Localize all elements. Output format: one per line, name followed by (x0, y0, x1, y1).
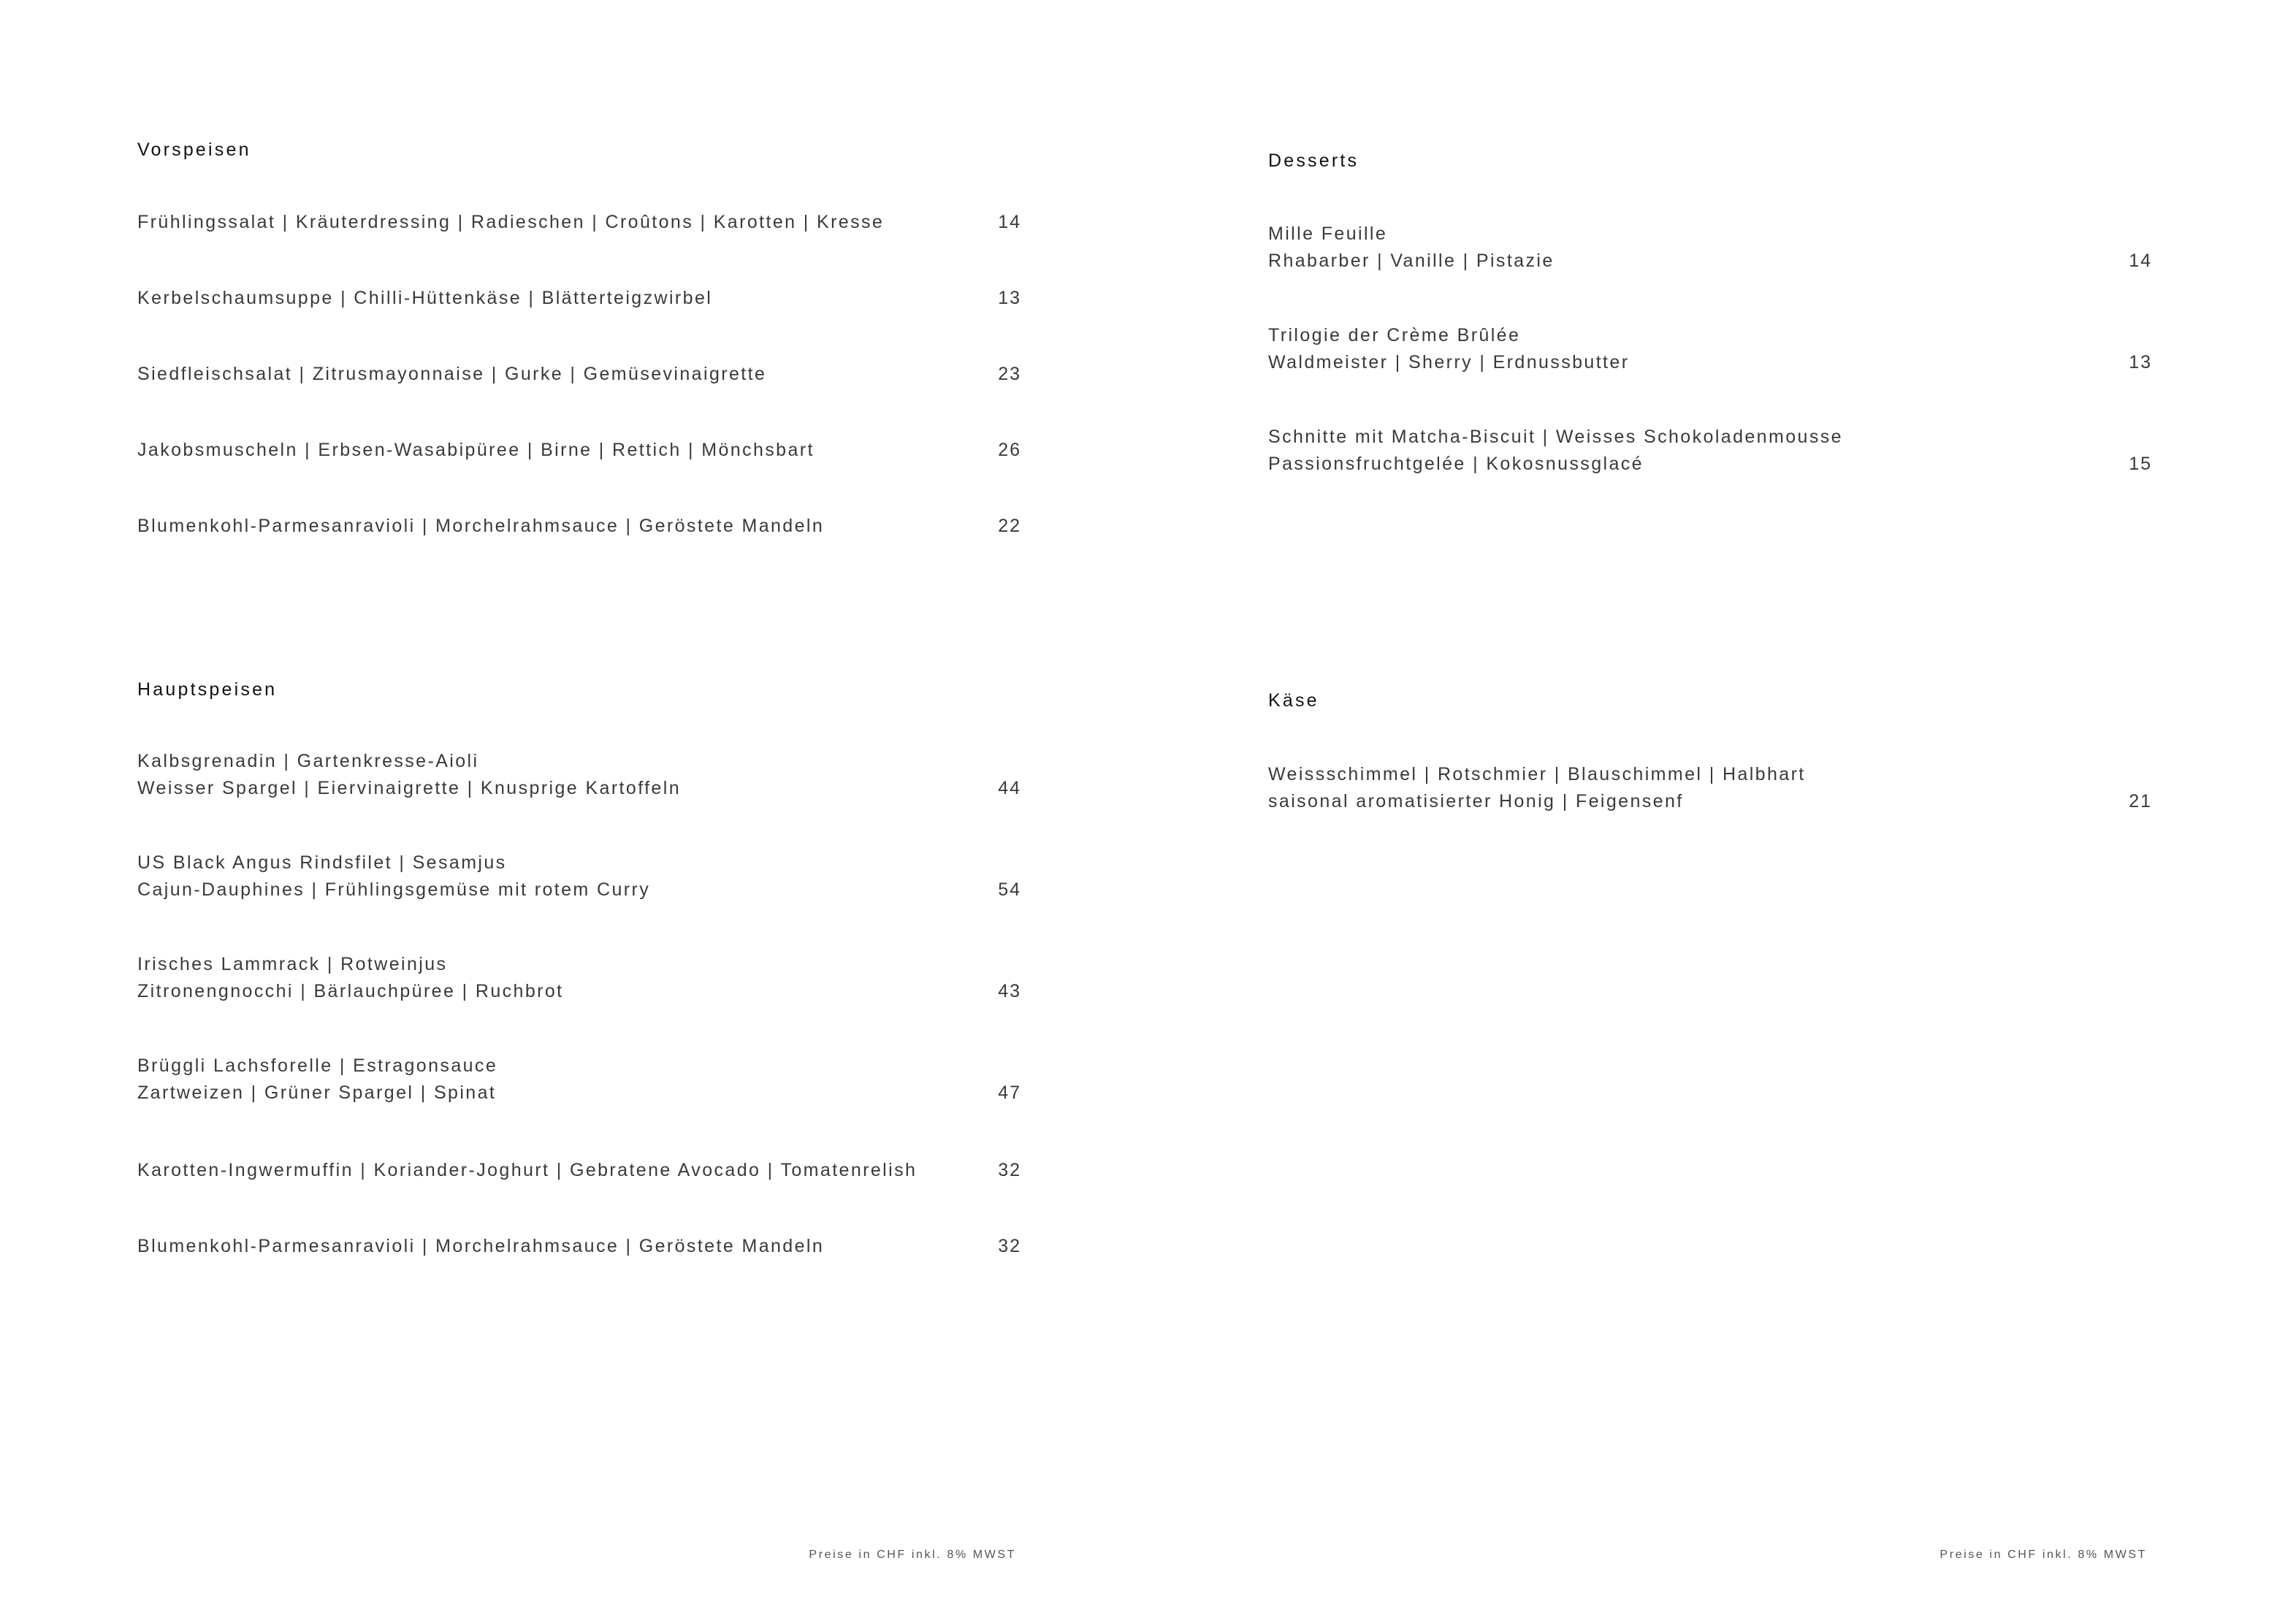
item-description-line1: Schnitte mit Matcha-Biscuit | Weisses Schokoladenmousse (1268, 427, 1843, 447)
item-description-line1: Mille Feuille (1268, 224, 1388, 244)
menu-item (137, 748, 1021, 802)
item-description-line2: Cajun-Dauphines | Frühlingsgemüse mit rotem Curry (137, 879, 651, 900)
menu-item (137, 1233, 1021, 1260)
menu-item (1268, 761, 2152, 815)
item-price: 15 (2129, 454, 2152, 474)
item-description-line2: Passionsfruchtgelée | Kokosnussglacé (1268, 454, 1644, 474)
item-description: Blumenkohl-Parmesanravioli | Morchelrahmsauce | Geröstete Mandeln (137, 516, 825, 536)
item-description-line2: Zitronengnocchi | Bärlauchpüree | Ruchbrot (137, 981, 564, 1001)
section-title-kaese: Käse (1268, 690, 1319, 711)
menu-item (137, 437, 1021, 464)
item-price: 43 (998, 981, 1021, 1001)
menu-item (137, 513, 1021, 540)
item-description-line2: Zartweizen | Grüner Spargel | Spinat (137, 1082, 497, 1103)
price-note-left: Preise in CHF inkl. 8% MWST (809, 1548, 1016, 1561)
menu-item (137, 285, 1021, 312)
item-description-line1: Weissschimmel | Rotschmier | Blauschimmel | Halbhart (1268, 764, 1806, 784)
menu-item (1268, 424, 2152, 478)
section-desserts (1268, 150, 2152, 172)
item-price: 13 (2129, 352, 2152, 373)
section-title-hauptspeisen: Hauptspeisen (137, 679, 278, 700)
menu-item (137, 361, 1021, 388)
item-description: Siedfleischsalat | Zitrusmayonnaise | Gurke | Gemüsevinaigrette (137, 364, 767, 384)
item-description-line1: Brüggli Lachsforelle | Estragonsauce (137, 1055, 498, 1076)
item-description: Kerbelschaumsuppe | Chilli-Hüttenkäse | Blätterteigzwirbel (137, 288, 713, 308)
item-price: 32 (998, 1236, 1021, 1256)
item-description-line1: Trilogie der Crème Brûlée (1268, 325, 1521, 345)
item-description-line2: Rhabarber | Vanille | Pistazie (1268, 251, 1555, 271)
section-hauptspeisen (137, 679, 1021, 700)
section-kaese (1268, 690, 2152, 711)
menu-item (137, 1157, 1021, 1184)
menu-item (137, 209, 1021, 236)
item-description: Karotten-Ingwermuffin | Koriander-Joghurt | Gebratene Avocado | Tomatenrelish (137, 1160, 918, 1180)
item-price: 32 (998, 1160, 1021, 1180)
price-note-right: Preise in CHF inkl. 8% MWST (1940, 1548, 2147, 1561)
menu-item (137, 849, 1021, 904)
section-vorspeisen (137, 139, 1021, 161)
item-description: Frühlingssalat | Kräuterdressing | Radieschen | Croûtons | Karotten | Kresse (137, 212, 885, 232)
item-description-line1: Kalbsgrenadin | Gartenkresse-Aioli (137, 751, 479, 771)
item-price: 14 (2129, 251, 2152, 271)
menu-item (137, 1053, 1021, 1107)
section-title-vorspeisen: Vorspeisen (137, 140, 251, 160)
item-price: 13 (998, 288, 1021, 308)
item-description: Jakobsmuscheln | Erbsen-Wasabipüree | Birne | Rettich | Mönchsbart (137, 440, 815, 460)
item-description-line2: Waldmeister | Sherry | Erdnussbutter (1268, 352, 1630, 373)
item-price: 47 (998, 1082, 1021, 1103)
item-description-line1: US Black Angus Rindsfilet | Sesamjus (137, 852, 507, 873)
menu-item (1268, 221, 2152, 275)
item-price: 22 (998, 516, 1021, 536)
item-description-line1: Irisches Lammrack | Rotweinjus (137, 954, 448, 974)
menu-item (1268, 322, 2152, 376)
section-title-desserts: Desserts (1268, 150, 1359, 171)
item-description: Blumenkohl-Parmesanravioli | Morchelrahmsauce | Geröstete Mandeln (137, 1236, 825, 1256)
item-price: 54 (998, 879, 1021, 900)
item-price: 21 (2129, 791, 2152, 812)
item-price: 44 (998, 778, 1021, 798)
item-price: 14 (998, 212, 1021, 232)
item-price: 26 (998, 440, 1021, 460)
item-description-line2: Weisser Spargel | Eiervinaigrette | Knusprige Kartoffeln (137, 778, 681, 798)
item-price: 23 (998, 364, 1021, 384)
item-description-line2: saisonal aromatisierter Honig | Feigensenf (1268, 791, 1684, 812)
menu-item (137, 951, 1021, 1005)
